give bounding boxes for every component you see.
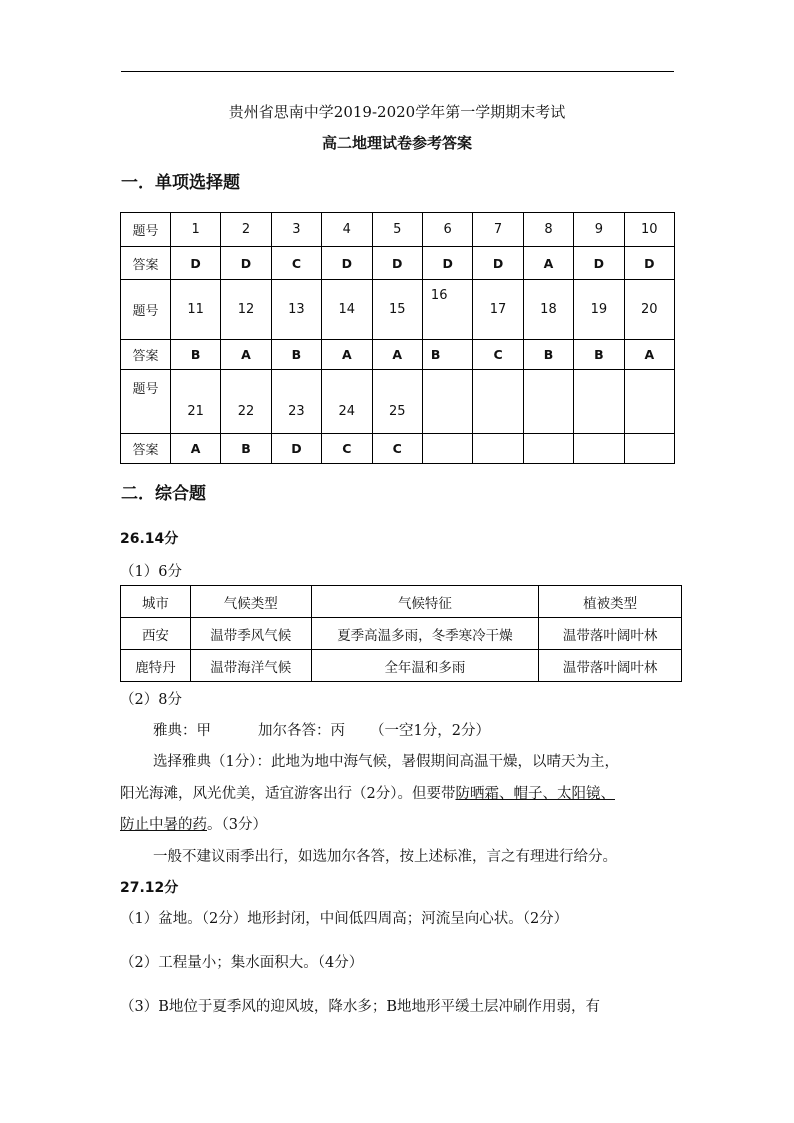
question-number-cell: 11 (170, 280, 220, 340)
question-number-cell: 24 (322, 370, 372, 434)
climate-cell: 温带海洋气候 (190, 650, 311, 682)
question-number-cell: 19 (574, 280, 624, 340)
answer-cell: C (372, 434, 422, 464)
question-number-cell: 16 (422, 280, 472, 340)
climate-header-cell: 气候特征 (311, 586, 539, 618)
para1-line3 (120, 813, 267, 834)
question-number-cell (422, 370, 472, 434)
answer-cell: D (372, 247, 422, 280)
answer-score-note: （一空1分，2分） (370, 723, 490, 739)
question-number-cell: 5 (372, 213, 422, 247)
question-number-cell: 10 (624, 213, 674, 247)
question-number-cell (574, 370, 624, 434)
question-number-cell: 1 (170, 213, 220, 247)
question-number-cell: 9 (574, 213, 624, 247)
question-number-cell: 17 (473, 280, 523, 340)
answer-row (121, 434, 675, 464)
q27-heading: 27.12分 (120, 880, 179, 896)
answer-cell: B (422, 340, 472, 370)
question-number-cell: 2 (221, 213, 271, 247)
answer-cell: B (523, 340, 573, 370)
answer-kolkata: 加尔各答：丙 (258, 723, 345, 739)
answer-cell: A (372, 340, 422, 370)
question-number-cell: 21 (170, 370, 220, 434)
climate-header-cell: 气候类型 (190, 586, 311, 618)
climate-table (120, 585, 682, 682)
climate-cell: 夏季高温多雨，冬季寒冷干燥 (311, 618, 539, 650)
answer-cell (624, 434, 674, 464)
climate-header-cell: 植被类型 (539, 586, 682, 618)
row-label-question: 题号 (121, 370, 171, 434)
para1-line1: 选择雅典（1分）：此地为地中海气候，暑假期间高温干燥，以晴天为主， (153, 754, 619, 770)
question-number-cell: 14 (322, 280, 372, 340)
answer-cell: D (574, 247, 624, 280)
answer-row (121, 340, 675, 370)
question-number-cell: 13 (271, 280, 321, 340)
q27-line1: （1）盆地。（2分）地形封闭，中间低四周高；河流呈向心状。（2分） (120, 911, 569, 927)
para1-line2-underlined: 防晒霜、帽子、太阳镜、 (455, 786, 615, 802)
answer-cell: C (473, 340, 523, 370)
question-number-cell: 25 (372, 370, 422, 434)
section1-heading: 一．单项选择题 (121, 173, 240, 193)
q27-line2: （2）工程量小；集水面积大。（4分） (120, 955, 364, 971)
para1-line3-underlined: 防止中暑的药 (120, 817, 207, 833)
answer-table (120, 212, 675, 464)
answer-cell: D (473, 247, 523, 280)
climate-row (121, 618, 682, 650)
answer-cell: A (624, 340, 674, 370)
q26-part1: （1）6分 (120, 564, 182, 580)
answer-cell: D (170, 247, 220, 280)
question-number-cell: 3 (271, 213, 321, 247)
answer-cell: A (221, 340, 271, 370)
climate-row (121, 650, 682, 682)
answer-cell: B (271, 340, 321, 370)
question-number-cell: 7 (473, 213, 523, 247)
question-number-cell: 8 (523, 213, 573, 247)
answer-cell: C (271, 247, 321, 280)
climate-cell: 全年温和多雨 (311, 650, 539, 682)
row-label-answer: 答案 (121, 340, 171, 370)
question-number-cell: 12 (221, 280, 271, 340)
question-number-cell: 23 (271, 370, 321, 434)
climate-cell: 温带季风气候 (190, 618, 311, 650)
question-number-row (121, 280, 675, 340)
row-label-answer: 答案 (121, 434, 171, 464)
header-rule (121, 71, 674, 72)
q27-line3: （3）B地位于夏季风的迎风坡，降水多；B地地形平缓土层冲刷作用弱，有 (120, 999, 601, 1015)
answer-cell: A (170, 434, 220, 464)
para1-line2-text: 阳光海滩，风光优美，适宜游客出行（2分）。但要带 (120, 786, 456, 802)
answer-cell (422, 434, 472, 464)
question-number-cell: 22 (221, 370, 271, 434)
answer-cell (574, 434, 624, 464)
answer-row (121, 247, 675, 280)
answer-cell: D (422, 247, 472, 280)
exam-title: 贵州省思南中学2019-2020学年第一学期期末考试 (228, 103, 566, 121)
para1-line2 (120, 782, 615, 803)
climate-cell: 温带落叶阔叶林 (539, 650, 682, 682)
question-number-cell: 15 (372, 280, 422, 340)
answer-cell: A (523, 247, 573, 280)
question-number-cell (523, 370, 573, 434)
answer-cell: A (322, 340, 372, 370)
section2-heading: 二．综合题 (121, 484, 206, 504)
row-label-question: 题号 (121, 213, 171, 247)
question-number-cell: 20 (624, 280, 674, 340)
question-number-cell (624, 370, 674, 434)
q26-part2: （2）8分 (120, 692, 182, 708)
answer-cell: B (574, 340, 624, 370)
answer-cell: C (322, 434, 372, 464)
answer-cell (523, 434, 573, 464)
answer-cell: D (221, 247, 271, 280)
climate-header-row (121, 586, 682, 618)
question-number-cell (473, 370, 523, 434)
exam-subtitle: 高二地理试卷参考答案 (321, 134, 472, 152)
answer-cell: D (322, 247, 372, 280)
para1-line3-text: 。（3分） (207, 817, 267, 833)
row-label-question: 题号 (121, 280, 171, 340)
answer-cell: B (221, 434, 271, 464)
climate-cell: 西安 (121, 618, 191, 650)
para2: 一般不建议雨季出行，如选加尔各答，按上述标准，言之有理进行给分。 (153, 849, 617, 865)
climate-cell: 鹿特丹 (121, 650, 191, 682)
question-number-cell: 6 (422, 213, 472, 247)
question-number-row (121, 213, 675, 247)
answer-cell (473, 434, 523, 464)
climate-header-cell: 城市 (121, 586, 191, 618)
answer-cell: D (271, 434, 321, 464)
answer-athens: 雅典：甲 (153, 723, 211, 739)
row-label-answer: 答案 (121, 247, 171, 280)
answer-cell: D (624, 247, 674, 280)
answer-cell: B (170, 340, 220, 370)
question-number-row (121, 370, 675, 434)
question-number-cell: 18 (523, 280, 573, 340)
question-number-cell: 4 (322, 213, 372, 247)
q26-heading: 26.14分 (120, 531, 179, 547)
climate-cell: 温带落叶阔叶林 (539, 618, 682, 650)
